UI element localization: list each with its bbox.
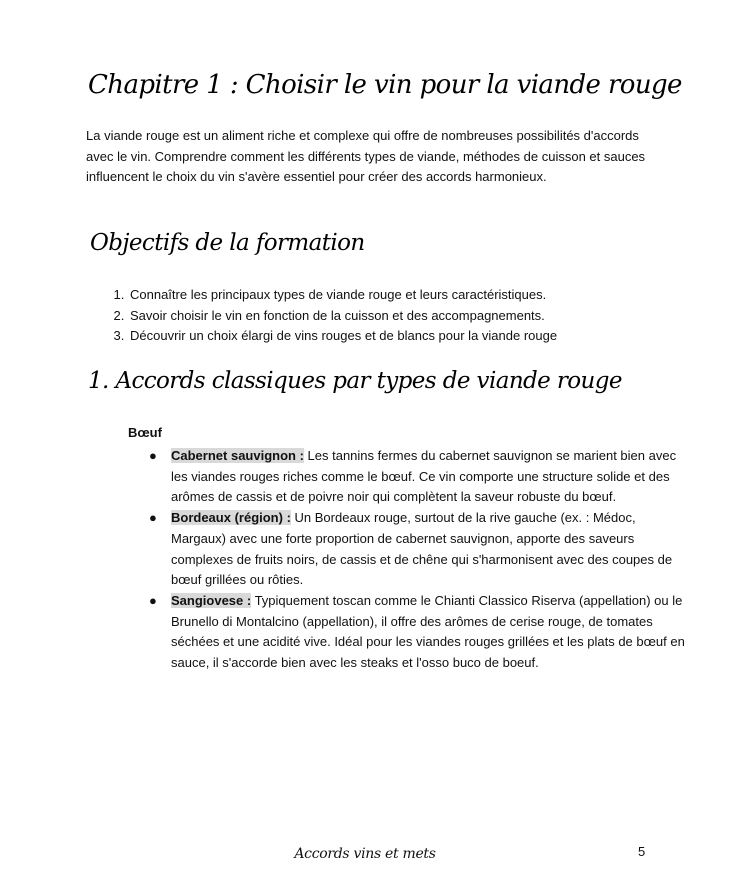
bullet-icon: ● bbox=[149, 448, 157, 463]
page-number: 5 bbox=[638, 844, 646, 859]
wine-description: Un Bordeaux rouge, surtout de la rive gauche (ex. : Médoc, Margaux) avec une forte proportion de cabernet sauvignon, apporte des saveurs complexes de fruits noirs, de cassis et de chêne qui s'harmonisent avec des coupes de bœuf grillées ou rôties. bbox=[171, 510, 673, 588]
list-item bbox=[149, 591, 691, 674]
bullet-icon: ● bbox=[149, 510, 157, 526]
objectives-title: Objectifs de la formation bbox=[90, 230, 365, 256]
list-item bbox=[149, 446, 691, 508]
wine-description: Typiquement toscan comme le Chianti Classico Riserva (appellation) ou le Brunello di Montalcino (appellation), il offre des arômes de cerise rouge, de tomates séchées et une acidité vive. Idéal pour les viandes rouges grillées et les plats de bœuf en sauce, il s'accorde bien avec les steaks et l'osso buco de boeuf. bbox=[171, 592, 685, 671]
subsection-heading: Bœuf bbox=[128, 425, 162, 440]
wine-description: Les tannins fermes du cabernet sauvignon se marient bien avec les viandes rouges riches comme le bœuf. Ce vin comporte une structure solide et des arômes de cassis et de poivre noir qui complètent la saveur robuste du bœuf. bbox=[171, 448, 677, 505]
bullet-icon: ● bbox=[149, 592, 157, 608]
wine-name: Bordeaux (région) : bbox=[171, 510, 291, 526]
wine-name: Sangiovese : bbox=[171, 592, 252, 608]
wine-name: Cabernet sauvignon : bbox=[171, 448, 304, 463]
list-item bbox=[149, 508, 691, 591]
footer-title: Accords vins et mets bbox=[294, 846, 436, 862]
intro-paragraph: La viande rouge est un aliment riche et complexe qui offre de nombreuses possibilités d'accords avec le vin. Comprendre comment les différents types de viande, méthodes de cuisson et sauces influencent le choix du vin s'avère essentiel pour créer des accords harmonieux. bbox=[86, 128, 646, 185]
wine-list bbox=[128, 446, 691, 674]
list-item: 1. Connaître les principaux types de viande rouge et leurs caractéristiques. bbox=[128, 285, 688, 306]
section-title: 1. Accords classiques par types de viande rouge bbox=[88, 368, 622, 394]
list-item: 3. Découvrir un choix élargi de vins rouges et de blancs pour la viande rouge bbox=[128, 326, 688, 347]
objectives-list bbox=[88, 285, 688, 347]
list-item: 2. Savoir choisir le vin en fonction de la cuisson et des accompagnements. bbox=[128, 306, 688, 327]
chapter-title: Chapitre 1 : Choisir le vin pour la viande rouge bbox=[88, 70, 682, 100]
